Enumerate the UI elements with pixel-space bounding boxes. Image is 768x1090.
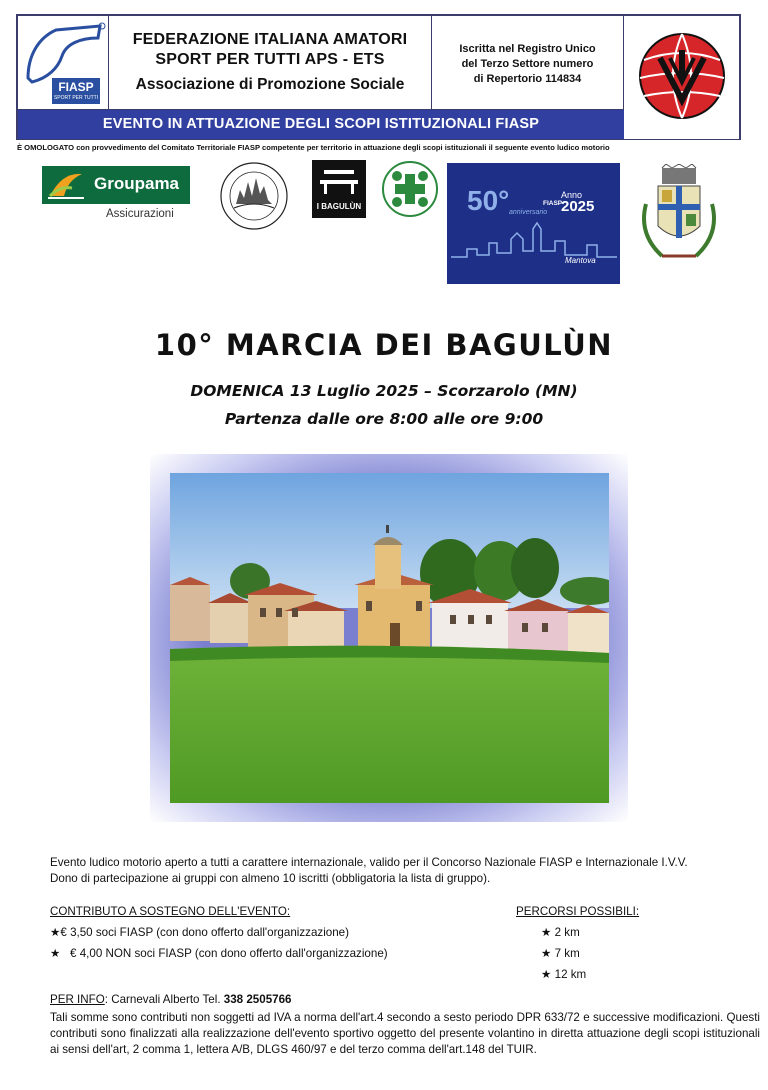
mantova-skyline-icon	[447, 163, 620, 284]
bagulun-name: I BAGULÙN	[316, 202, 362, 211]
contribution-members: ★€ 3,50 soci FIASP (con dono offerto dall'organizzazione)	[50, 926, 349, 939]
route-7km: ★ 7 km	[541, 947, 580, 960]
comitato-seal-icon	[218, 160, 290, 232]
fiasp-logo-text: FIASP	[58, 80, 94, 94]
contribution-heading: CONTRIBUTO A SOSTEGNO DELL'EVENTO:	[50, 905, 291, 918]
groupama-sub: Assicurazioni	[106, 208, 174, 220]
event-title: 10° MARCIA DEI BAGULÙN	[154, 328, 614, 362]
legal-paragraph: Tali somme sono contributi non soggetti ad IVA a norma dell'art.4 secondo a sesto periodo DPR 633/72 e successive modificazioni. Questi contributi sono finalizzati alla realizzazione dell'evento sportivo oggetto del presente volantino in diretta attuazione degli scopi istituzionali ai sensi dell'art, 2 comma 1, lettera A/B, DLGS 460/97 e del terzo comma dell'art.148 del TUIR.	[50, 1011, 760, 1056]
bench-icon	[312, 160, 366, 200]
bagulun-logo	[312, 160, 366, 218]
village-landscape-image	[170, 473, 609, 803]
ivv-logo-cell	[623, 16, 739, 139]
farmacia-logo	[381, 160, 439, 218]
registry-cell	[432, 16, 624, 109]
info-phone: 338 2505766	[223, 993, 292, 1006]
contribution-non-members: ★ € 4,00 NON soci FIASP (con dono offerto dall'organizzazione)	[50, 947, 388, 960]
pharmacy-cross-icon	[381, 160, 439, 218]
intro-paragraph	[50, 855, 760, 887]
village-photo	[170, 473, 609, 803]
federation-cell	[109, 16, 432, 109]
registry-line-2: del Terzo Settore numero	[461, 58, 594, 70]
route-12km: ★ 12 km	[541, 968, 587, 981]
groupama-bar	[42, 166, 190, 204]
banner-text: EVENTO IN ATTUAZIONE DEGLI SCOPI ISTITUZIONALI FIASP	[102, 116, 540, 132]
coat-of-arms-icon	[632, 164, 726, 282]
header-box	[16, 14, 741, 140]
groupama-name: Groupama	[94, 174, 180, 193]
fiasp-logo-sub: SPORT PER TUTTI	[53, 95, 99, 101]
anniversary-city: Mantova	[565, 256, 596, 265]
event-date-place: DOMENICA 13 Luglio 2025 – Scorzarolo (MN)	[190, 382, 578, 400]
municipality-coat-of-arms	[632, 164, 726, 282]
groupama-leaf-icon	[42, 166, 90, 204]
info-label: PER INFO	[50, 993, 105, 1006]
fiasp-logo	[18, 16, 109, 109]
ivv-globe-icon	[624, 16, 738, 138]
fiasp-50-anniversary-logo	[447, 163, 620, 284]
route-2km: ★ 2 km	[541, 926, 580, 939]
federation-association: Associazione di Promozione Sociale	[135, 76, 405, 93]
anniversary-number: 50°	[467, 185, 510, 216]
groupama-logo	[42, 166, 192, 226]
registry-line-1: Iscritta nel Registro Unico	[459, 43, 596, 55]
anniversary-word: anniversario	[509, 209, 548, 216]
anniversary-fiasp: FIASP	[543, 200, 563, 207]
event-start-time: Partenza dalle ore 8:00 alle ore 9:00	[224, 410, 544, 428]
anniversary-anno: Anno	[561, 190, 583, 200]
intro-line-2: Dono di partecipazione ai gruppi con almeno 10 iscritti (obbligatoria la lista di gruppo).	[50, 872, 491, 885]
omologato-note: È OMOLOGATO con provvedimento del Comitato Territoriale FIASP competente per territorio in attuazione degli scopi istituzionali il seguente evento ludico motorio	[17, 143, 610, 152]
info-contact: : Carnevali Alberto Tel.	[104, 993, 224, 1006]
registry-line-3: di Repertorio 114834	[473, 73, 582, 85]
anniversary-year: 2025	[561, 198, 595, 215]
federation-sub: SPORT PER TUTTI APS - ETS	[155, 51, 385, 68]
routes-heading: PERCORSI POSSIBILI:	[516, 905, 640, 918]
info-line	[50, 992, 760, 1008]
federation-name: FEDERAZIONE ITALIANA AMATORI	[132, 31, 408, 48]
comitato-territoriale-logo	[218, 160, 290, 232]
intro-line-1: Evento ludico motorio aperto a tutti a carattere internazionale, valido per il Concorso Nazionale FIASP e Internazionale I.V.V.	[50, 856, 688, 869]
banner	[18, 109, 624, 139]
